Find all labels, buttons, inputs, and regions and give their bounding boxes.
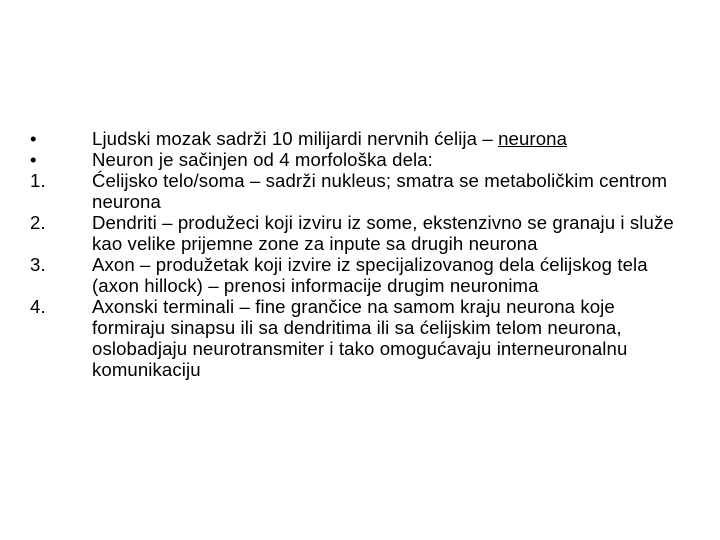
number-marker: 3.: [30, 254, 46, 275]
list-item: [26, 254, 686, 296]
bullet-marker: •: [30, 149, 37, 170]
list-item: [26, 296, 686, 380]
list-item-text: Axon – produžetak koji izvire iz specijalizovanog dela ćelijskog tela (axon hillock) – prenosi informacije drugim neuronima: [92, 254, 648, 296]
list-item-text: [92, 128, 686, 149]
number-marker: 2.: [30, 212, 46, 233]
list-item: [26, 149, 686, 170]
list-item-text: Dendriti – produžeci koji izviru iz some, ekstenzivno se granaju i služe kao velike prijemne zone za inpute sa drugih neurona: [92, 212, 674, 254]
bullet-marker: •: [30, 128, 37, 149]
underlined-term: neurona: [498, 128, 568, 149]
list-item: [26, 128, 686, 149]
list-item: [26, 170, 686, 212]
list-item: [26, 212, 686, 254]
number-marker: 4.: [30, 296, 46, 317]
list-item-text: Neuron je sačinjen od 4 morfološka dela:: [92, 149, 433, 170]
list-item-text-main: Ljudski mozak sadrži 10 milijardi nervnih ćelija –: [92, 128, 499, 149]
number-marker: 1.: [30, 170, 46, 191]
content-list: [26, 128, 686, 380]
list-item-text: Ćelijsko telo/soma – sadrži nukleus; smatra se metaboličkim centrom neurona: [92, 170, 668, 212]
list-item-text: Axonski terminali – fine grančice na samom kraju neurona koje formiraju sinapsu ili sa dendritima ili sa ćelijskim telom neurona, oslobadjaju neurotransmiter i tako omogućavaju interneuronalnu komunikaciju: [92, 296, 628, 380]
